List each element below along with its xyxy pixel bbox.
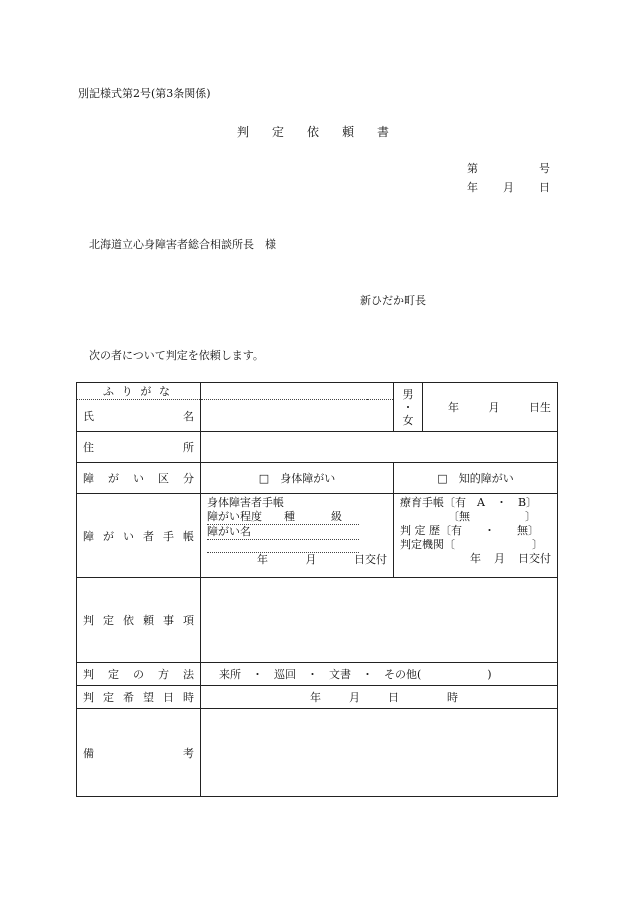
birth-year: 年 — [448, 401, 459, 414]
desired-year: 年 — [310, 691, 321, 704]
label-char: が — [103, 529, 114, 543]
name-field[interactable] — [201, 400, 394, 432]
disability-degree-line — [207, 510, 359, 525]
history-line — [400, 524, 551, 538]
issued-year: 年 — [257, 553, 268, 566]
address-field[interactable] — [201, 432, 558, 463]
label-char: が — [140, 385, 152, 398]
birth-month: 月 — [488, 401, 500, 414]
label-char: 考 — [183, 746, 194, 760]
desired-date-label — [77, 686, 201, 709]
ryoiku-option-none: 〔無 〕 — [448, 510, 536, 523]
label-char: 希 — [123, 691, 134, 704]
number-line — [467, 160, 550, 176]
sex-male: 男 — [402, 387, 414, 401]
label-char: 者 — [143, 529, 154, 543]
kind-label: 種 — [284, 510, 295, 523]
grade-label: 級 — [331, 510, 342, 523]
title-char: 判 — [237, 125, 250, 139]
remarks-label — [77, 709, 201, 797]
history-label: 判 定 歴 — [400, 524, 440, 537]
date-month: 月 — [503, 181, 514, 194]
label-char: 障 — [83, 472, 94, 485]
label-char: 定 — [103, 691, 114, 704]
sex-female: 女 — [402, 413, 414, 427]
label-char: 住 — [83, 441, 94, 454]
issued-day: 日交付 — [518, 552, 551, 565]
label-char: が — [108, 472, 119, 485]
ryoiku-handbook-field[interactable] — [394, 494, 558, 578]
label-char: 定 — [108, 668, 119, 681]
request-items-field[interactable] — [201, 578, 558, 663]
label-char: 帳 — [183, 529, 194, 543]
remarks-field[interactable] — [201, 709, 558, 797]
org-line — [400, 538, 551, 552]
label-char: 日 — [163, 691, 174, 704]
addressee: 北海道立心身障害者総合相談所長 様 — [89, 238, 276, 251]
label-char: 分 — [183, 472, 194, 485]
disability-name-blank — [207, 540, 359, 553]
label-char: 氏 — [83, 409, 94, 423]
desired-month: 月 — [349, 691, 360, 704]
physical-issued-date — [207, 553, 387, 567]
address-label — [77, 432, 201, 463]
label-char: 法 — [183, 668, 194, 681]
issued-month: 月 — [494, 552, 505, 565]
label-char: 時 — [183, 691, 194, 704]
date-line — [467, 179, 550, 195]
desired-day: 日 — [388, 691, 399, 704]
disability-type-label — [77, 463, 201, 494]
ryoiku-title: 療育手帳 — [400, 496, 444, 509]
label-char: 事 — [163, 614, 174, 627]
desired-date-field[interactable] — [201, 686, 558, 709]
handbook-label — [77, 494, 201, 578]
sex-field[interactable] — [394, 383, 423, 432]
label-char: 依 — [123, 614, 134, 627]
ryoiku-line1 — [400, 496, 551, 510]
label-char: 頼 — [143, 614, 154, 627]
date-year: 年 — [467, 181, 478, 194]
label-char: 手 — [163, 529, 174, 543]
degree-label: 障がい程度 — [207, 510, 262, 523]
label-char: 項 — [183, 614, 194, 627]
intro-text: 次の者について判定を依頼します。 — [89, 349, 264, 362]
issued-year: 年 — [470, 552, 481, 565]
physical-handbook-field[interactable] — [201, 494, 394, 578]
title-char: 書 — [376, 125, 389, 139]
label-char: の — [133, 668, 144, 681]
label-char: 障 — [83, 529, 94, 543]
label-char: い — [123, 529, 134, 543]
org-label: 判定機関 — [400, 538, 444, 551]
label-char: 方 — [158, 668, 169, 681]
label-char: 定 — [103, 614, 114, 627]
label-char: い — [133, 472, 144, 485]
request-items-label — [77, 578, 201, 663]
sex-sep: ・ — [402, 400, 414, 414]
issued-day: 日交付 — [354, 553, 387, 566]
label-char: 望 — [143, 691, 154, 704]
number-prefix: 第 — [467, 162, 478, 175]
birth-day: 日生 — [529, 401, 551, 414]
document-title — [237, 123, 389, 140]
date-day: 日 — [539, 181, 550, 194]
furigana-label — [77, 383, 201, 400]
ryoiku-issued-date — [400, 552, 551, 566]
desired-time: 時 — [447, 691, 458, 704]
title-char: 頼 — [341, 125, 354, 139]
number-suffix: 号 — [539, 162, 550, 175]
method-options[interactable]: 来所 ・ 巡回 ・ 文書 ・ その他( ) — [201, 663, 558, 686]
request-form-table — [76, 382, 558, 797]
physical-disability-checkbox[interactable]: □ 身体障がい — [201, 463, 394, 494]
birth-field[interactable] — [423, 383, 558, 432]
label-char: 判 — [83, 668, 94, 681]
org-value: 〔 〕 — [444, 538, 543, 551]
issued-month: 月 — [305, 553, 317, 566]
label-char: 名 — [183, 409, 194, 423]
disease-label: 障がい名 — [207, 525, 251, 538]
sender: 新ひだか町長 — [360, 294, 426, 307]
history-value: 〔有 ・ 無〕 — [440, 524, 539, 537]
label-char: な — [158, 385, 170, 398]
furigana-field[interactable] — [201, 383, 394, 400]
method-label — [77, 663, 201, 686]
label-char: 判 — [83, 614, 94, 627]
title-char: 依 — [306, 125, 319, 139]
title-char: 定 — [271, 125, 284, 139]
ryoiku-option-ab: 〔有 A ・ B〕 — [444, 496, 538, 509]
label-char: り — [121, 385, 133, 398]
intellectual-disability-checkbox[interactable]: □ 知的障がい — [394, 463, 558, 494]
label-char: 区 — [158, 472, 169, 485]
physical-handbook-title: 身体障害者手帳 — [207, 496, 284, 509]
label-char: 備 — [83, 746, 94, 760]
name-label — [77, 400, 201, 432]
ryoiku-line2 — [400, 510, 551, 524]
form-code: 別記様式第2号(第3条関係) — [78, 87, 211, 100]
label-char: 所 — [183, 441, 194, 454]
label-char: 判 — [83, 691, 94, 704]
label-char: ふ — [103, 385, 114, 398]
disability-name-line — [207, 525, 359, 540]
